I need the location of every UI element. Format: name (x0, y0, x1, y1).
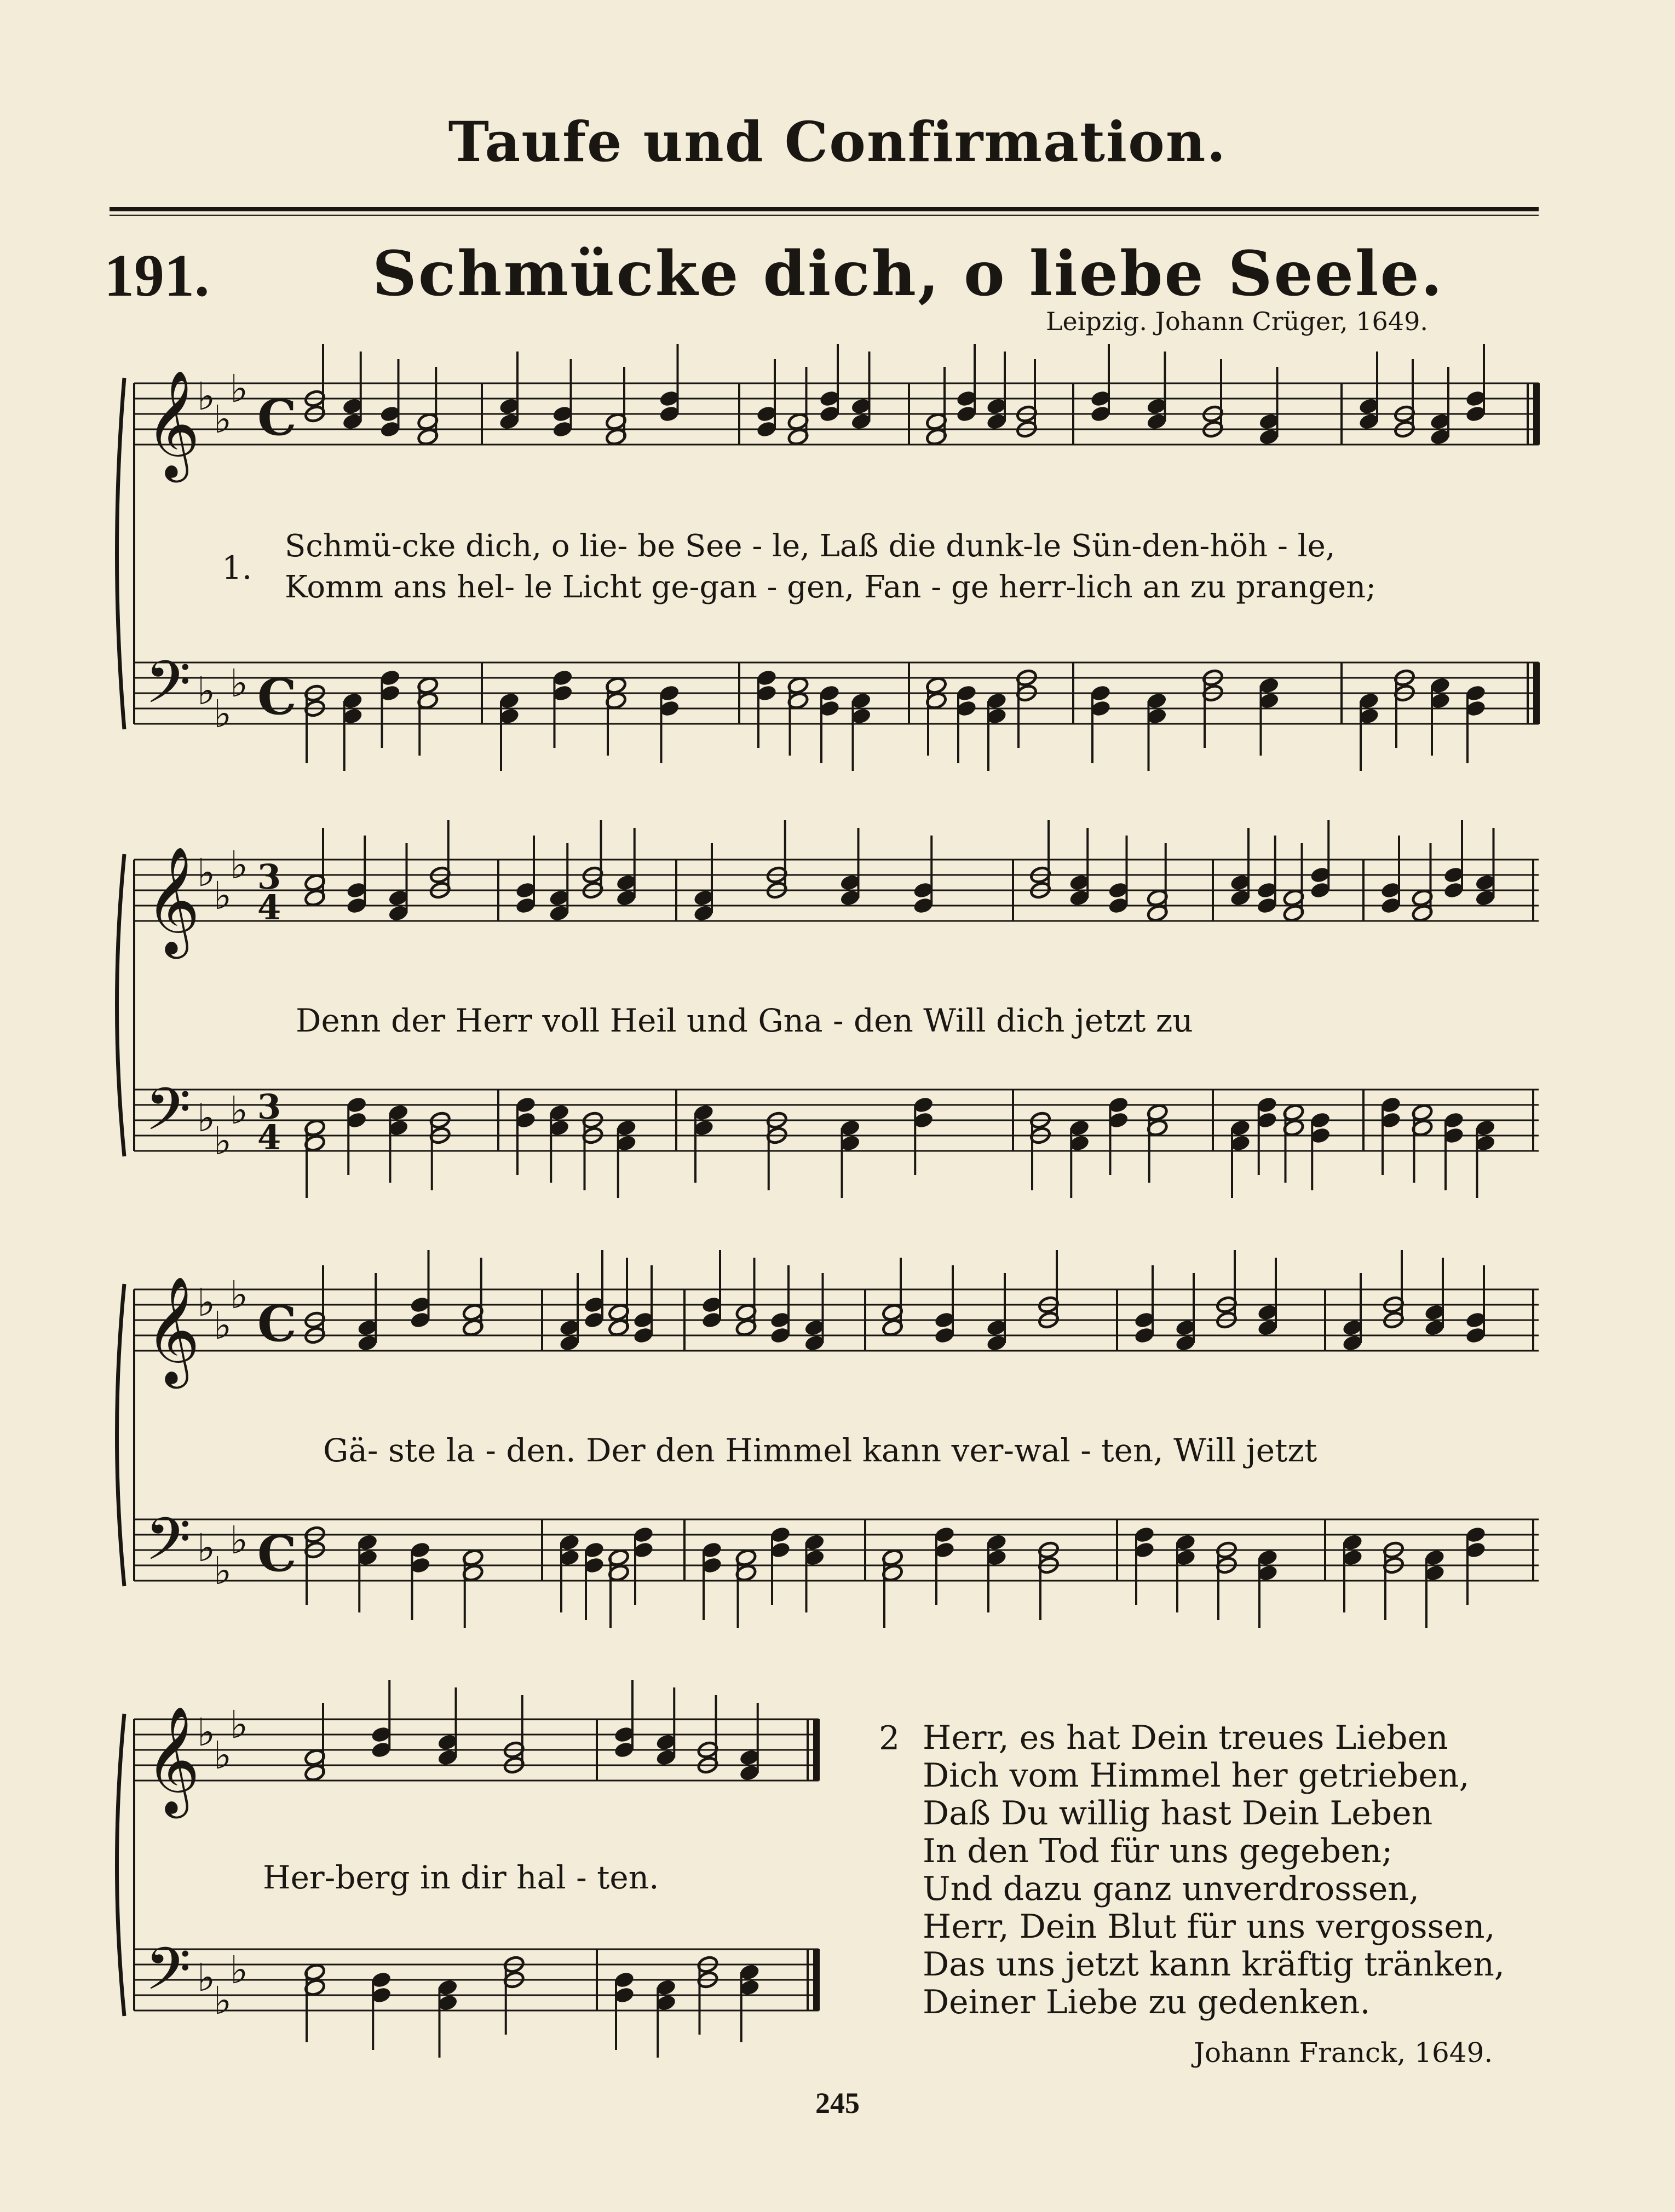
stanza-line: In den Tod für uns gegeben; (923, 1832, 1393, 1870)
flat-icon: ♭ (230, 1948, 249, 1992)
flat-icon: ♭ (214, 1733, 232, 1778)
time-signature-common: C (257, 1525, 297, 1583)
flat-icon: ♭ (197, 1710, 216, 1755)
final-barline (1533, 383, 1540, 445)
stanza-line: Herr, Dein Blut für uns vergossen, (923, 1908, 1495, 1946)
flat-icon: ♭ (214, 1119, 232, 1163)
tune-attribution: Leipzig. Johann Crüger, 1649. (1046, 307, 1428, 336)
flat-icon: ♭ (197, 669, 216, 713)
flat-icon: ♭ (214, 692, 232, 736)
flat-icon: ♭ (214, 1303, 232, 1348)
time-signature-common: C (257, 1295, 297, 1353)
stanza-number: 2 (879, 1719, 900, 1758)
flat-icon: ♭ (197, 850, 216, 895)
lyric-s1-l1: Schmü-cke dich, o lie- be See - le, Laß die dunk-le Sün-den-höh - le, (285, 528, 1336, 564)
page-number: 245 (815, 2087, 860, 2119)
flat-icon: ♭ (214, 873, 232, 918)
section-heading: Taufe und Confirmation. (448, 110, 1227, 174)
flat-icon: ♭ (230, 1272, 249, 1317)
flat-icon: ♭ (230, 843, 249, 888)
final-barline (813, 1949, 820, 2011)
flat-icon: ♭ (197, 1096, 216, 1140)
lyric-s2: Denn der Herr voll Heil und Gna - den Will dich jetzt zu (296, 1002, 1193, 1039)
system-brace (117, 1714, 125, 2016)
flat-icon: ♭ (230, 661, 249, 706)
final-barline (813, 1719, 820, 1781)
time-signature-common: C (257, 668, 297, 726)
system-brace (117, 1284, 125, 1586)
lyric-s3: Gä- ste la - den. Der den Himmel kann ver-wal - ten, Will jetzt (323, 1432, 1317, 1469)
flat-icon: ♭ (230, 1088, 249, 1133)
stanza-line: Dich vom Himmel her getrieben, (923, 1756, 1470, 1795)
lyric-s1-l2: Komm ans hel- le Licht ge-gan - gen, Fan - ge herr-lich an zu prangen; (285, 569, 1377, 605)
flat-icon: ♭ (214, 397, 232, 442)
time-signature-bottom: 4 (257, 1117, 281, 1158)
hymn-title: Schmücke dich, o liebe Seele. (372, 238, 1444, 310)
flat-icon: ♭ (197, 1280, 216, 1325)
treble-clef-icon: 𝄞 (145, 370, 200, 478)
flat-icon: ♭ (230, 366, 249, 411)
bass-clef-icon: 𝄢 (145, 1505, 191, 1588)
text-author: Johann Franck, 1649. (1194, 2037, 1493, 2069)
time-signature-top: 3 (257, 857, 281, 897)
bass-clef-icon: 𝄢 (145, 1934, 191, 2018)
system-brace (117, 854, 125, 1156)
time-signature-bottom: 4 (257, 888, 281, 928)
treble-clef-icon: 𝄞 (145, 1276, 200, 1384)
stanza-line: Deiner Liebe zu gedenken. (923, 1983, 1371, 2021)
time-signature-common: C (257, 389, 297, 447)
stanza-line: Und dazu ganz unverdrossen, (923, 1870, 1420, 1908)
treble-clef-icon: 𝄞 (145, 846, 200, 954)
flat-icon: ♭ (197, 1955, 216, 2000)
flat-icon: ♭ (214, 1978, 232, 2023)
system-brace (117, 378, 125, 729)
treble-clef-icon: 𝄞 (145, 1706, 200, 1814)
lyric-s4: Her-berg in dir hal - ten. (263, 1859, 659, 1896)
stanza-line: Daß Du willig hast Dein Leben (923, 1794, 1433, 1833)
stanza-2 (923, 1719, 1505, 2021)
bass-clef-icon: 𝄢 (145, 1075, 191, 1158)
stanza-line: Das uns jetzt kann kräftig tränken, (923, 1945, 1505, 1984)
flat-icon: ♭ (197, 374, 216, 419)
final-barline (1533, 663, 1540, 724)
stanza-line: Herr, es hat Dein treues Lieben (923, 1719, 1448, 1757)
flat-icon: ♭ (197, 1525, 216, 1570)
flat-icon: ♭ (230, 1518, 249, 1563)
bass-clef-icon: 𝄢 (145, 648, 191, 731)
time-signature-top: 3 (257, 1087, 281, 1127)
hymn-number: 191. (104, 242, 210, 309)
verse-number: 1. (222, 549, 252, 586)
flat-icon: ♭ (230, 1702, 249, 1747)
flat-icon: ♭ (214, 1548, 232, 1593)
